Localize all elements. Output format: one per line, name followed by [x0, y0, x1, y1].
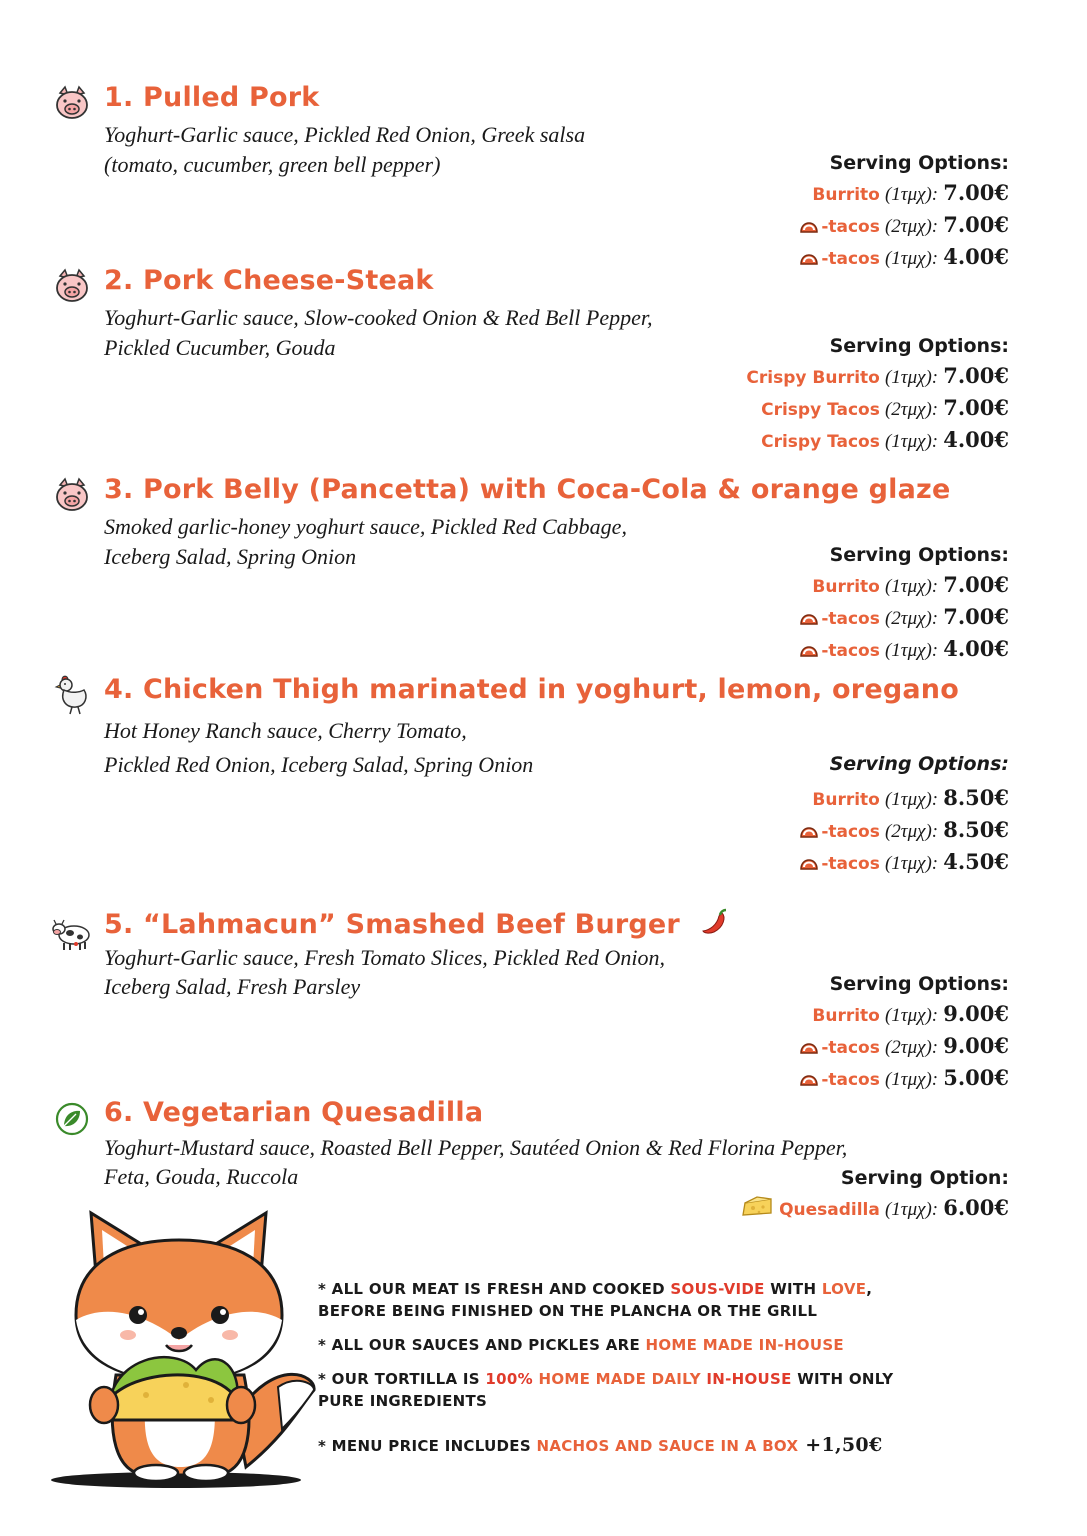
- option-qty: (1τμχ):: [884, 367, 939, 388]
- option-qty: (2τμχ):: [884, 608, 939, 629]
- cheese-icon: [741, 1195, 773, 1219]
- option-qty: (1τμχ):: [884, 1199, 939, 1220]
- option-qty: (2τμχ):: [884, 821, 939, 842]
- option-qty: (1τμχ):: [884, 853, 939, 874]
- serving-option: [746, 393, 1009, 425]
- note-text: * OUR TORTILLA IS: [318, 1370, 486, 1388]
- serving-option: [799, 1031, 1009, 1063]
- option-qty: (1τμχ):: [884, 640, 939, 661]
- option-price: 4.00€: [943, 636, 1009, 661]
- serving-option: [799, 1063, 1009, 1095]
- option-name: Crispy Tacos: [761, 432, 880, 452]
- option-qty: (1τμχ):: [884, 576, 939, 597]
- taco-icon: [799, 248, 819, 266]
- option-name: -tacos: [821, 641, 880, 661]
- note-menu-price: [318, 1434, 1018, 1457]
- option-qty: (1τμχ):: [884, 431, 939, 452]
- leaf-icon: [52, 1099, 92, 1139]
- item-description: [104, 120, 585, 180]
- serving-options: [746, 333, 1009, 457]
- serving-options-label: Serving Options:: [829, 544, 1009, 566]
- option-price: 9.00€: [943, 1001, 1009, 1026]
- option-name: Crispy Burrito: [746, 368, 880, 388]
- option-name: Burrito: [812, 790, 880, 810]
- serving-option: [799, 570, 1009, 602]
- option-name: Burrito: [812, 577, 880, 597]
- option-name: -tacos: [821, 217, 880, 237]
- item-title: 6. Vegetarian Quesadilla: [104, 1097, 484, 1128]
- option-qty: (1τμχ):: [884, 789, 939, 810]
- note-highlight: IN-HOUSE: [706, 1370, 792, 1388]
- option-qty: (1τμχ):: [884, 248, 939, 269]
- option-name: -tacos: [821, 854, 880, 874]
- note-price: +1,50€: [798, 1434, 883, 1456]
- note-text: WITH ONLY: [791, 1370, 894, 1388]
- serving-option: [799, 783, 1009, 815]
- serving-options-label: Serving Option:: [840, 1167, 1009, 1189]
- chicken-icon: [52, 672, 92, 716]
- fox-mascot-illustration: [46, 1205, 326, 1490]
- item-description-line: Feta, Gouda, Ruccola: [104, 1164, 299, 1189]
- serving-options-label: Serving Options:: [829, 973, 1009, 995]
- item-description: [104, 303, 653, 363]
- option-qty: (1τμχ):: [884, 184, 939, 205]
- item-title: 4. Chicken Thigh marinated in yoghurt, lemon, oregano: [104, 674, 959, 705]
- option-price: 7.00€: [943, 363, 1009, 388]
- item-title: 2. Pork Cheese-Steak: [104, 265, 434, 296]
- item-description-line: Pickled Red Onion, Iceberg Salad, Spring Onion: [104, 752, 534, 777]
- note-text: * ALL OUR MEAT IS FRESH AND COOKED: [318, 1280, 671, 1298]
- option-name: -tacos: [821, 822, 880, 842]
- option-price: 4.50€: [943, 849, 1009, 874]
- item-description-line: Pickled Cucumber, Gouda: [104, 335, 336, 360]
- note-highlight: HOME MADE IN-HOUSE: [645, 1336, 844, 1354]
- taco-icon: [799, 853, 819, 871]
- option-price: 7.00€: [943, 572, 1009, 597]
- serving-options-label: Serving Options:: [829, 152, 1009, 174]
- serving-option: [799, 210, 1009, 242]
- serving-options: [799, 971, 1009, 1095]
- option-name: -tacos: [821, 1038, 880, 1058]
- item-title: [104, 907, 730, 940]
- note-highlight: LOVE: [821, 1280, 867, 1298]
- item-description-line: Iceberg Salad, Fresh Parsley: [104, 974, 361, 999]
- note-text: PURE INGREDIENTS: [318, 1392, 488, 1410]
- serving-options-label: Serving Options:: [829, 753, 1009, 775]
- option-price: 7.00€: [943, 604, 1009, 629]
- taco-icon: [799, 821, 819, 839]
- item-description: [104, 1133, 847, 1191]
- item-title-text: 5. “Lahmacun” Smashed Beef Burger: [104, 909, 680, 940]
- item-description: [104, 512, 627, 572]
- serving-option: [799, 634, 1009, 666]
- option-name: -tacos: [821, 609, 880, 629]
- taco-icon: [799, 608, 819, 626]
- serving-options: [799, 751, 1009, 879]
- serving-option: [799, 815, 1009, 847]
- serving-options: [799, 542, 1009, 666]
- note-text: ,: [866, 1280, 873, 1298]
- menu-notes: [318, 1278, 1018, 1469]
- option-qty: (1τμχ):: [884, 1005, 939, 1026]
- pig-icon: [52, 267, 92, 307]
- item-description-line: Smoked garlic-honey yoghurt sauce, Pickled Red Cabbage,: [104, 514, 627, 539]
- note-text: WITH: [764, 1280, 822, 1298]
- option-price: 4.00€: [943, 427, 1009, 452]
- serving-option: [799, 242, 1009, 274]
- taco-icon: [799, 1037, 819, 1055]
- option-price: 6.00€: [943, 1195, 1009, 1220]
- option-name: Crispy Tacos: [761, 400, 880, 420]
- option-name: Burrito: [812, 185, 880, 205]
- chili-pepper-icon: [700, 907, 730, 937]
- item-description-line: Yoghurt-Garlic sauce, Pickled Red Onion, Greek salsa: [104, 122, 586, 147]
- note-highlight: 100%: [485, 1370, 533, 1388]
- item-description-line: Hot Honey Ranch sauce, Cherry Tomato,: [104, 718, 467, 743]
- serving-options: [741, 1165, 1009, 1225]
- cow-icon: [52, 913, 92, 953]
- taco-icon: [799, 216, 819, 234]
- item-title: 3. Pork Belly (Pancetta) with Coca-Cola & orange glaze: [104, 474, 951, 505]
- option-price: 8.50€: [943, 785, 1009, 810]
- item-description-line: Yoghurt-Mustard sauce, Roasted Bell Pepper, Sautéed Onion & Red Florina Pepper,: [104, 1135, 848, 1160]
- option-price: 7.00€: [943, 180, 1009, 205]
- option-price: 7.00€: [943, 212, 1009, 237]
- note-meat: [318, 1278, 1018, 1322]
- serving-options-label: Serving Options:: [829, 335, 1009, 357]
- note-tortilla: [318, 1368, 1018, 1412]
- option-qty: (2τμχ):: [884, 216, 939, 237]
- pig-icon: [52, 84, 92, 124]
- serving-option: [799, 999, 1009, 1031]
- note-text: * ALL OUR SAUCES AND PICKLES ARE: [318, 1336, 646, 1354]
- note-text: * MENU PRICE INCLUDES: [318, 1437, 537, 1455]
- option-name: Quesadilla: [779, 1200, 880, 1220]
- pig-icon: [52, 476, 92, 516]
- option-price: 4.00€: [943, 244, 1009, 269]
- option-price: 8.50€: [943, 817, 1009, 842]
- serving-option: [741, 1193, 1009, 1225]
- item-description-line: Iceberg Salad, Spring Onion: [104, 544, 357, 569]
- note-highlight: SOUS-VIDE: [670, 1280, 765, 1298]
- option-name: -tacos: [821, 1070, 880, 1090]
- note-text: BEFORE BEING FINISHED ON THE PLANCHA OR THE GRILL: [318, 1302, 818, 1320]
- item-description: [104, 943, 665, 1001]
- item-description-line: Yoghurt-Garlic sauce, Fresh Tomato Slices, Pickled Red Onion,: [104, 945, 665, 970]
- note-highlight: HOME MADE DAILY: [532, 1370, 707, 1388]
- option-price: 9.00€: [943, 1033, 1009, 1058]
- serving-option: [799, 178, 1009, 210]
- option-name: Burrito: [812, 1006, 880, 1026]
- item-description-line: (tomato, cucumber, green bell pepper): [104, 152, 441, 177]
- note-highlight: NACHOS AND SAUCE IN A BOX: [536, 1437, 799, 1455]
- serving-options: [799, 150, 1009, 274]
- option-qty: (2τμχ):: [884, 1037, 939, 1058]
- taco-icon: [799, 1069, 819, 1087]
- option-qty: (2τμχ):: [884, 399, 939, 420]
- note-sauces: [318, 1334, 1018, 1356]
- serving-option: [799, 602, 1009, 634]
- item-description: [104, 714, 533, 782]
- option-qty: (1τμχ):: [884, 1069, 939, 1090]
- serving-option: [746, 361, 1009, 393]
- option-name: -tacos: [821, 249, 880, 269]
- serving-option: [799, 847, 1009, 879]
- item-title: 1. Pulled Pork: [104, 82, 320, 113]
- taco-icon: [799, 640, 819, 658]
- option-price: 5.00€: [943, 1065, 1009, 1090]
- serving-option: [746, 425, 1009, 457]
- item-description-line: Yoghurt-Garlic sauce, Slow-cooked Onion & Red Bell Pepper,: [104, 305, 653, 330]
- option-price: 7.00€: [943, 395, 1009, 420]
